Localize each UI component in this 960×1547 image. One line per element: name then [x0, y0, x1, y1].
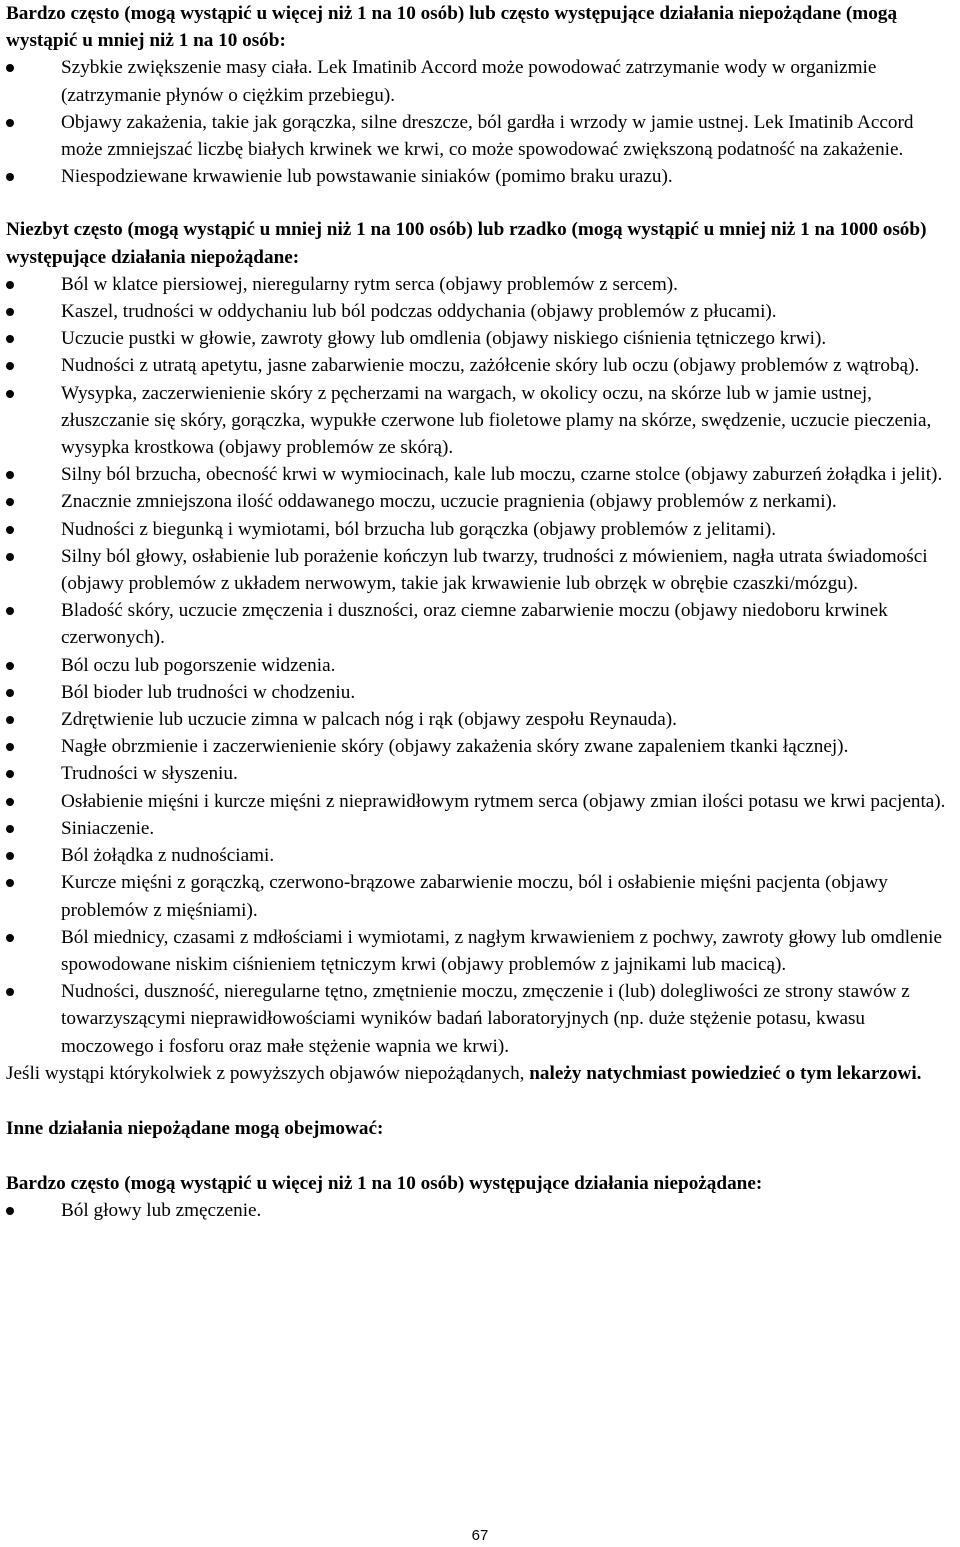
list-item-text: Nudności z biegunką i wymiotami, ból brzucha lub gorączka (objawy problemów z jelitami).: [61, 518, 777, 540]
bullet-icon: [6, 825, 14, 833]
notice-text: Jeśli wystąpi którykolwiek z powyższych objawów niepożądanych,: [6, 1062, 530, 1084]
list-item: [6, 1197, 954, 1224]
list-item: [6, 679, 954, 706]
list-item-text: Niespodziewane krwawienie lub powstawanie siniaków (pomimo braku urazu).: [61, 166, 673, 188]
list-item: [6, 842, 954, 869]
list-item: [6, 163, 954, 190]
list-item: [6, 516, 954, 543]
bullet-icon: [6, 743, 14, 751]
list-item-text: Zdrętwienie lub uczucie zimna w palcach nóg i rąk (objawy zespołu Reynauda).: [61, 709, 677, 731]
section-heading-other: Inne działania niepożądane mogą obejmować:: [6, 1117, 384, 1139]
list-item: [6, 271, 954, 298]
list-item-text: Silny ból głowy, osłabienie lub porażenie kończyn lub twarzy, trudności z mówieniem, nagła utrata świadomości (objawy problemów z układem nerwowym, takie jak krwawienie lub obrzęk w obrębie czaszki/mózgu).: [61, 545, 928, 595]
list-item-text: Nagłe obrzmienie i zaczerwienienie skóry (objawy zakażenia skóry zwane zapaleniem tkanki łącznej).: [61, 736, 849, 758]
list-item: [6, 924, 954, 978]
bullet-icon: [6, 64, 14, 72]
section-heading-other-very-common: Bardzo często (mogą wystąpić u więcej niż 1 na 10 osób) występujące działania niepożądane:: [6, 1173, 763, 1195]
list-item-text: Ból głowy lub zmęczenie.: [61, 1200, 262, 1222]
list-item-text: Ból bioder lub trudności w chodzeniu.: [61, 681, 356, 703]
list-item: [6, 788, 954, 815]
list-item-text: Znacznie zmniejszona ilość oddawanego moczu, uczucie pragnienia (objawy problemów z nerkami).: [61, 491, 837, 513]
bullet-icon: [6, 934, 14, 942]
list-item: [6, 352, 954, 379]
bullet-icon: [6, 308, 14, 316]
urgent-notice: [6, 1060, 954, 1087]
bullet-list-other-very-common: [6, 1197, 954, 1224]
section-heading-uncommon: Niezbyt często (mogą wystąpić u mniej niż 1 na 100 osób) lub rzadko (mogą wystąpić u mniej niż 1 na 1000 osób) występujące działania niepożądane:: [6, 219, 927, 268]
spacer: [6, 190, 954, 216]
bullet-icon: [6, 281, 14, 289]
list-item: [6, 760, 954, 787]
list-item: [6, 706, 954, 733]
list-item: [6, 298, 954, 325]
list-item-text: Osłabienie mięśni i kurcze mięśni z nieprawidłowym rytmem serca (objawy zmian ilości potasu we krwi pacjenta).: [61, 790, 946, 812]
bullet-icon: [6, 119, 14, 127]
list-item-text: Szybkie zwiększenie masy ciała. Lek Imatinib Accord może powodować zatrzymanie wody w organizmie (zatrzymanie płynów o ciężkim przebiegu).: [61, 57, 877, 106]
bullet-icon: [6, 662, 14, 670]
spacer: [6, 1142, 954, 1170]
list-item-text: Ból żołądka z nudnościami.: [61, 845, 275, 867]
bullet-icon: [6, 716, 14, 724]
list-item-text: Objawy zakażenia, takie jak gorączka, silne dreszcze, ból gardła i wrzody w jamie ustnej. Lek Imatinib Accord może zmniejszać liczbę białych krwinek we krwi, co może spowodować zwiększoną podatność na zakażenie.: [61, 111, 914, 161]
bullet-icon: [6, 362, 14, 370]
bullet-icon: [6, 770, 14, 778]
list-item: [6, 869, 954, 923]
spacer: [6, 1087, 954, 1115]
bullet-list-uncommon: [6, 271, 954, 1060]
section-heading-very-common: Bardzo często (mogą wystąpić u więcej niż 1 na 10 osób) lub często występujące działania niepożądane (mogą wystąpić u mniej niż 1 na 10 osób:: [6, 3, 898, 52]
list-item: [6, 380, 954, 462]
bullet-icon: [6, 553, 14, 561]
list-item-text: Ból w klatce piersiowej, nieregularny rytm serca (objawy problemów z sercem).: [61, 273, 678, 295]
list-item: [6, 325, 954, 352]
list-item: [6, 543, 954, 597]
list-item: [6, 597, 954, 651]
bullet-icon: [6, 852, 14, 860]
list-item-text: Nudności z utratą apetytu, jasne zabarwienie moczu, zażółcenie skóry lub oczu (objawy problemów z wątrobą).: [61, 355, 920, 377]
list-item: [6, 978, 954, 1060]
list-item: [6, 461, 954, 488]
bullet-icon: [6, 988, 14, 996]
bullet-icon: [6, 879, 14, 887]
bullet-list-very-common: [6, 54, 954, 190]
bullet-icon: [6, 798, 14, 806]
list-item-text: Trudności w słyszeniu.: [61, 763, 238, 785]
bullet-icon: [6, 607, 14, 615]
list-item: [6, 109, 954, 163]
list-item-text: Wysypka, zaczerwienienie skóry z pęcherzami na wargach, w okolicy oczu, na skórze lub w jamie ustnej, złuszczanie się skóry, gorączka, wypukłe czerwone lub fioletowe plamy na skórze, swędzenie, uczucie pieczenia, wysypka krostkowa (objawy problemów ze skórą).: [61, 382, 932, 459]
list-item: [6, 488, 954, 515]
list-item: [6, 54, 954, 108]
bullet-icon: [6, 1207, 14, 1215]
list-item-text: Bladość skóry, uczucie zmęczenia i duszności, oraz ciemne zabarwienie moczu (objawy niedoboru krwinek czerwonych).: [61, 600, 888, 649]
bullet-icon: [6, 689, 14, 697]
list-item-text: Nudności, duszność, nieregularne tętno, zmętnienie moczu, zmęczenie i (lub) dolegliwości ze strony stawów z towarzyszącymi nieprawidłowościami wyników badań laboratoryjnych (np. duże stężenie potasu, kwasu moczowego i fosforu oraz małe stężenie wapnia we krwi).: [61, 981, 910, 1057]
list-item-text: Kaszel, trudności w oddychaniu lub ból podczas oddychania (objawy problemów z płucami).: [61, 301, 777, 323]
list-item-text: Uczucie pustki w głowie, zawroty głowy lub omdlenia (objawy niskiego ciśnienia tętniczego krwi).: [61, 328, 827, 350]
list-item: [6, 815, 954, 842]
bullet-icon: [6, 173, 14, 181]
list-item-text: Ból oczu lub pogorszenie widzenia.: [61, 654, 336, 676]
list-item: [6, 733, 954, 760]
bullet-icon: [6, 526, 14, 534]
notice-emphasis: należy natychmiast powiedzieć o tym lekarzowi.: [529, 1062, 922, 1084]
list-item-text: Kurcze mięśni z gorączką, czerwono-brązowe zabarwienie moczu, ból i osłabienie mięśni pacjenta (objawy problemów z mięśniami).: [61, 872, 888, 921]
list-item: [6, 652, 954, 679]
bullet-icon: [6, 471, 14, 479]
bullet-icon: [6, 390, 14, 398]
list-item-text: Silny ból brzucha, obecność krwi w wymiocinach, kale lub moczu, czarne stolce (objawy zaburzeń żołądka i jelit).: [61, 464, 943, 486]
bullet-icon: [6, 498, 14, 506]
list-item-text: Siniaczenie.: [61, 817, 155, 839]
list-item-text: Ból miednicy, czasami z mdłościami i wymiotami, z nagłym krwawieniem z pochwy, zawroty głowy lub omdlenie spowodowane niskim ciśnieniem tętniczym krwi (objawy problemów z jajnikami lub macicą).: [61, 926, 942, 975]
bullet-icon: [6, 335, 14, 343]
page-number: 67: [471, 1527, 489, 1544]
